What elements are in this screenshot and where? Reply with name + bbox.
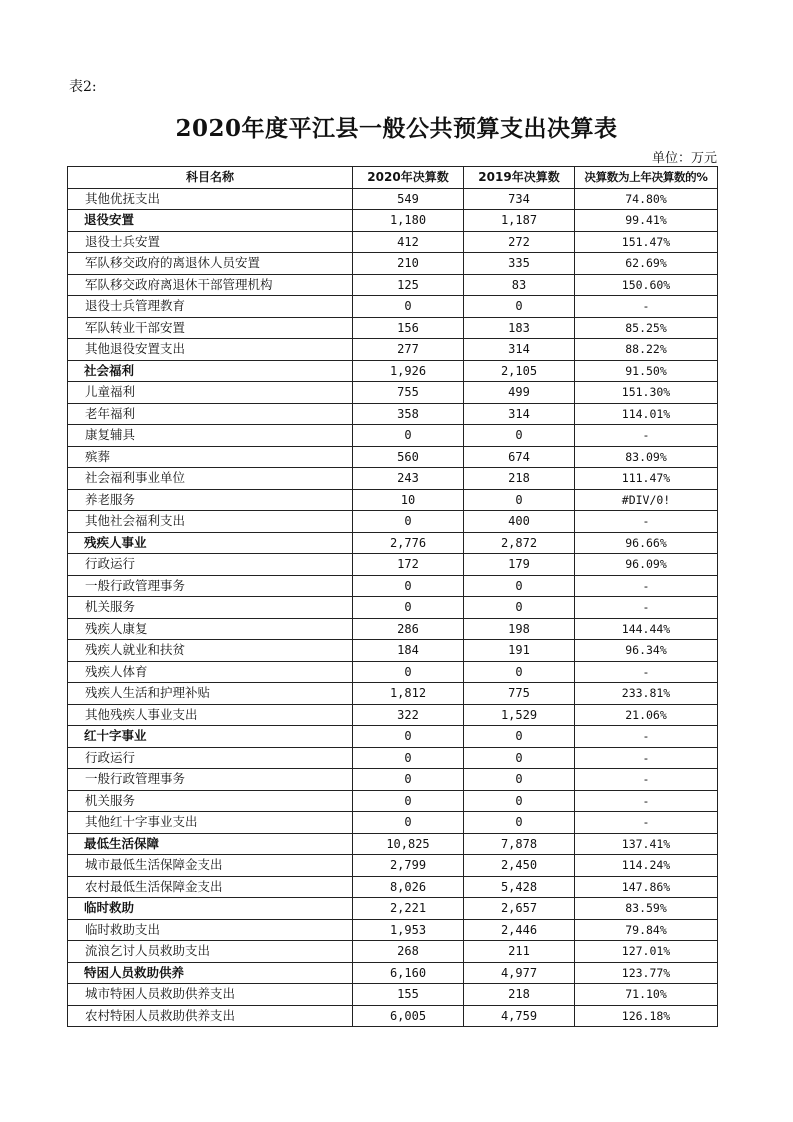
ratio-cell: 91.50% [575, 360, 718, 382]
value-2019-cell: 2,450 [464, 855, 575, 877]
value-2020-cell: 277 [353, 339, 464, 361]
value-2020-cell: 172 [353, 554, 464, 576]
ratio-cell: 114.01% [575, 403, 718, 425]
value-2020-cell: 6,160 [353, 962, 464, 984]
category-row [68, 532, 718, 554]
ratio-cell: 96.09% [575, 554, 718, 576]
ratio-cell: 233.81% [575, 683, 718, 705]
value-2020-cell: 0 [353, 769, 464, 791]
subject-name-cell: 行政运行 [68, 554, 353, 576]
subject-name-cell: 机关服务 [68, 790, 353, 812]
table-row [68, 855, 718, 877]
table-row [68, 317, 718, 339]
subject-name-cell: 临时救助 [68, 898, 353, 920]
subject-name-cell: 临时救助支出 [68, 919, 353, 941]
value-2020-cell: 1,926 [353, 360, 464, 382]
subject-name-cell: 社会福利 [68, 360, 353, 382]
table-row [68, 489, 718, 511]
table-row [68, 403, 718, 425]
table-row [68, 382, 718, 404]
category-row [68, 898, 718, 920]
subject-name-cell: 农村特困人员救助供养支出 [68, 1005, 353, 1027]
subject-name-cell: 一般行政管理事务 [68, 769, 353, 791]
table-row [68, 231, 718, 253]
table-row [68, 339, 718, 361]
value-2020-cell: 268 [353, 941, 464, 963]
subject-name-cell: 其他社会福利支出 [68, 511, 353, 533]
ratio-cell: 83.59% [575, 898, 718, 920]
table-header [68, 167, 718, 189]
subject-name-cell: 退役安置 [68, 210, 353, 232]
value-2019-cell: 0 [464, 790, 575, 812]
value-2020-cell: 8,026 [353, 876, 464, 898]
table-row [68, 296, 718, 318]
value-2020-cell: 210 [353, 253, 464, 275]
ratio-cell: - [575, 597, 718, 619]
value-2019-cell: 272 [464, 231, 575, 253]
value-2019-cell: 0 [464, 812, 575, 834]
value-2020-cell: 560 [353, 446, 464, 468]
table-row [68, 747, 718, 769]
ratio-cell: 96.66% [575, 532, 718, 554]
value-2020-cell: 10,825 [353, 833, 464, 855]
ratio-cell: 62.69% [575, 253, 718, 275]
subject-name-cell: 其他优抚支出 [68, 188, 353, 210]
value-2019-cell: 335 [464, 253, 575, 275]
subject-name-cell: 残疾人就业和扶贫 [68, 640, 353, 662]
table-row [68, 984, 718, 1006]
ratio-cell: 99.41% [575, 210, 718, 232]
subject-name-cell: 流浪乞讨人员救助支出 [68, 941, 353, 963]
ratio-cell: #DIV/0! [575, 489, 718, 511]
header-ratio: 决算数为上年决算数的% [575, 167, 718, 189]
subject-name-cell: 其他退役安置支出 [68, 339, 353, 361]
table-row [68, 468, 718, 490]
subject-name-cell: 特困人员救助供养 [68, 962, 353, 984]
value-2020-cell: 125 [353, 274, 464, 296]
value-2019-cell: 0 [464, 726, 575, 748]
value-2020-cell: 0 [353, 575, 464, 597]
header-2020-final: 2020年决算数 [353, 167, 464, 189]
value-2020-cell: 156 [353, 317, 464, 339]
subject-name-cell: 社会福利事业单位 [68, 468, 353, 490]
table-label: 表2: [69, 79, 97, 95]
value-2020-cell: 1,180 [353, 210, 464, 232]
table-row [68, 661, 718, 683]
value-2019-cell: 198 [464, 618, 575, 640]
ratio-cell: 83.09% [575, 446, 718, 468]
value-2019-cell: 0 [464, 769, 575, 791]
table-row [68, 704, 718, 726]
value-2019-cell: 2,446 [464, 919, 575, 941]
table-row [68, 919, 718, 941]
ratio-cell: - [575, 812, 718, 834]
table-row [68, 640, 718, 662]
value-2019-cell: 1,529 [464, 704, 575, 726]
value-2019-cell: 83 [464, 274, 575, 296]
value-2019-cell: 211 [464, 941, 575, 963]
value-2020-cell: 286 [353, 618, 464, 640]
ratio-cell: 151.47% [575, 231, 718, 253]
table-body [68, 188, 718, 1027]
budget-table [67, 166, 718, 1027]
table-row [68, 253, 718, 275]
ratio-cell: - [575, 296, 718, 318]
value-2020-cell: 1,953 [353, 919, 464, 941]
value-2020-cell: 0 [353, 726, 464, 748]
subject-name-cell: 老年福利 [68, 403, 353, 425]
subject-name-cell: 行政运行 [68, 747, 353, 769]
value-2019-cell: 179 [464, 554, 575, 576]
value-2019-cell: 734 [464, 188, 575, 210]
ratio-cell: 111.47% [575, 468, 718, 490]
value-2019-cell: 0 [464, 489, 575, 511]
subject-name-cell: 城市最低生活保障金支出 [68, 855, 353, 877]
value-2020-cell: 1,812 [353, 683, 464, 705]
page-title: 2020年度平江县一般公共预算支出决算表 [175, 115, 618, 142]
ratio-cell: 88.22% [575, 339, 718, 361]
value-2020-cell: 0 [353, 812, 464, 834]
value-2020-cell: 2,799 [353, 855, 464, 877]
value-2019-cell: 218 [464, 984, 575, 1006]
category-row [68, 210, 718, 232]
category-row [68, 833, 718, 855]
value-2020-cell: 2,221 [353, 898, 464, 920]
ratio-cell: - [575, 747, 718, 769]
value-2019-cell: 4,977 [464, 962, 575, 984]
value-2020-cell: 2,776 [353, 532, 464, 554]
value-2020-cell: 549 [353, 188, 464, 210]
ratio-cell: 147.86% [575, 876, 718, 898]
value-2020-cell: 0 [353, 597, 464, 619]
table-row [68, 554, 718, 576]
ratio-cell: 137.41% [575, 833, 718, 855]
value-2020-cell: 6,005 [353, 1005, 464, 1027]
ratio-cell: 79.84% [575, 919, 718, 941]
subject-name-cell: 儿童福利 [68, 382, 353, 404]
table-row [68, 876, 718, 898]
header-row [68, 167, 718, 189]
table-row [68, 1005, 718, 1027]
value-2020-cell: 0 [353, 661, 464, 683]
unit-label: 单位：万元 [651, 151, 717, 166]
ratio-cell: 74.80% [575, 188, 718, 210]
ratio-cell: 127.01% [575, 941, 718, 963]
table-row [68, 511, 718, 533]
subject-name-cell: 城市特困人员救助供养支出 [68, 984, 353, 1006]
ratio-cell: - [575, 575, 718, 597]
ratio-cell: 114.24% [575, 855, 718, 877]
subject-name-cell: 残疾人事业 [68, 532, 353, 554]
value-2020-cell: 0 [353, 790, 464, 812]
subject-name-cell: 军队转业干部安置 [68, 317, 353, 339]
value-2020-cell: 0 [353, 747, 464, 769]
subject-name-cell: 军队移交政府的离退休人员安置 [68, 253, 353, 275]
value-2020-cell: 184 [353, 640, 464, 662]
value-2019-cell: 0 [464, 661, 575, 683]
value-2019-cell: 4,759 [464, 1005, 575, 1027]
table-row [68, 188, 718, 210]
value-2019-cell: 2,657 [464, 898, 575, 920]
category-row [68, 726, 718, 748]
header-subject-name: 科目名称 [68, 167, 353, 189]
table-row [68, 618, 718, 640]
ratio-cell: 21.06% [575, 704, 718, 726]
ratio-cell: 96.34% [575, 640, 718, 662]
value-2020-cell: 755 [353, 382, 464, 404]
category-row [68, 962, 718, 984]
ratio-cell: 151.30% [575, 382, 718, 404]
value-2020-cell: 10 [353, 489, 464, 511]
ratio-cell: - [575, 661, 718, 683]
value-2019-cell: 0 [464, 747, 575, 769]
value-2019-cell: 5,428 [464, 876, 575, 898]
subject-name-cell: 退役士兵管理教育 [68, 296, 353, 318]
value-2019-cell: 218 [464, 468, 575, 490]
value-2019-cell: 0 [464, 597, 575, 619]
value-2019-cell: 7,878 [464, 833, 575, 855]
subject-name-cell: 红十字事业 [68, 726, 353, 748]
value-2020-cell: 322 [353, 704, 464, 726]
value-2019-cell: 314 [464, 403, 575, 425]
value-2019-cell: 0 [464, 425, 575, 447]
subject-name-cell: 农村最低生活保障金支出 [68, 876, 353, 898]
value-2019-cell: 314 [464, 339, 575, 361]
ratio-cell: - [575, 511, 718, 533]
subject-name-cell: 康复辅具 [68, 425, 353, 447]
subject-name-cell: 残疾人康复 [68, 618, 353, 640]
value-2019-cell: 183 [464, 317, 575, 339]
ratio-cell: 71.10% [575, 984, 718, 1006]
ratio-cell: 123.77% [575, 962, 718, 984]
value-2020-cell: 243 [353, 468, 464, 490]
table-row [68, 769, 718, 791]
subject-name-cell: 最低生活保障 [68, 833, 353, 855]
subject-name-cell: 残疾人生活和护理补贴 [68, 683, 353, 705]
subject-name-cell: 殡葬 [68, 446, 353, 468]
value-2019-cell: 400 [464, 511, 575, 533]
value-2020-cell: 412 [353, 231, 464, 253]
ratio-cell: - [575, 790, 718, 812]
subject-name-cell: 退役士兵安置 [68, 231, 353, 253]
table-row [68, 941, 718, 963]
table-row [68, 597, 718, 619]
value-2019-cell: 191 [464, 640, 575, 662]
ratio-cell: - [575, 726, 718, 748]
subject-name-cell: 军队移交政府离退休干部管理机构 [68, 274, 353, 296]
subject-name-cell: 养老服务 [68, 489, 353, 511]
subject-name-cell: 残疾人体育 [68, 661, 353, 683]
category-row [68, 360, 718, 382]
subject-name-cell: 机关服务 [68, 597, 353, 619]
table-row [68, 683, 718, 705]
value-2019-cell: 2,872 [464, 532, 575, 554]
value-2020-cell: 0 [353, 296, 464, 318]
subject-name-cell: 其他残疾人事业支出 [68, 704, 353, 726]
subject-name-cell: 其他红十字事业支出 [68, 812, 353, 834]
table-row [68, 274, 718, 296]
table-row [68, 425, 718, 447]
ratio-cell: 126.18% [575, 1005, 718, 1027]
ratio-cell: 144.44% [575, 618, 718, 640]
value-2019-cell: 674 [464, 446, 575, 468]
ratio-cell: - [575, 769, 718, 791]
ratio-cell: 85.25% [575, 317, 718, 339]
value-2019-cell: 499 [464, 382, 575, 404]
value-2019-cell: 0 [464, 296, 575, 318]
value-2019-cell: 0 [464, 575, 575, 597]
value-2020-cell: 0 [353, 425, 464, 447]
value-2019-cell: 775 [464, 683, 575, 705]
table-row [68, 446, 718, 468]
table-row [68, 812, 718, 834]
subject-name-cell: 一般行政管理事务 [68, 575, 353, 597]
value-2019-cell: 1,187 [464, 210, 575, 232]
header-2019-final: 2019年决算数 [464, 167, 575, 189]
value-2020-cell: 0 [353, 511, 464, 533]
value-2020-cell: 155 [353, 984, 464, 1006]
table-row [68, 790, 718, 812]
ratio-cell: 150.60% [575, 274, 718, 296]
value-2020-cell: 358 [353, 403, 464, 425]
table-row [68, 575, 718, 597]
ratio-cell: - [575, 425, 718, 447]
value-2019-cell: 2,105 [464, 360, 575, 382]
